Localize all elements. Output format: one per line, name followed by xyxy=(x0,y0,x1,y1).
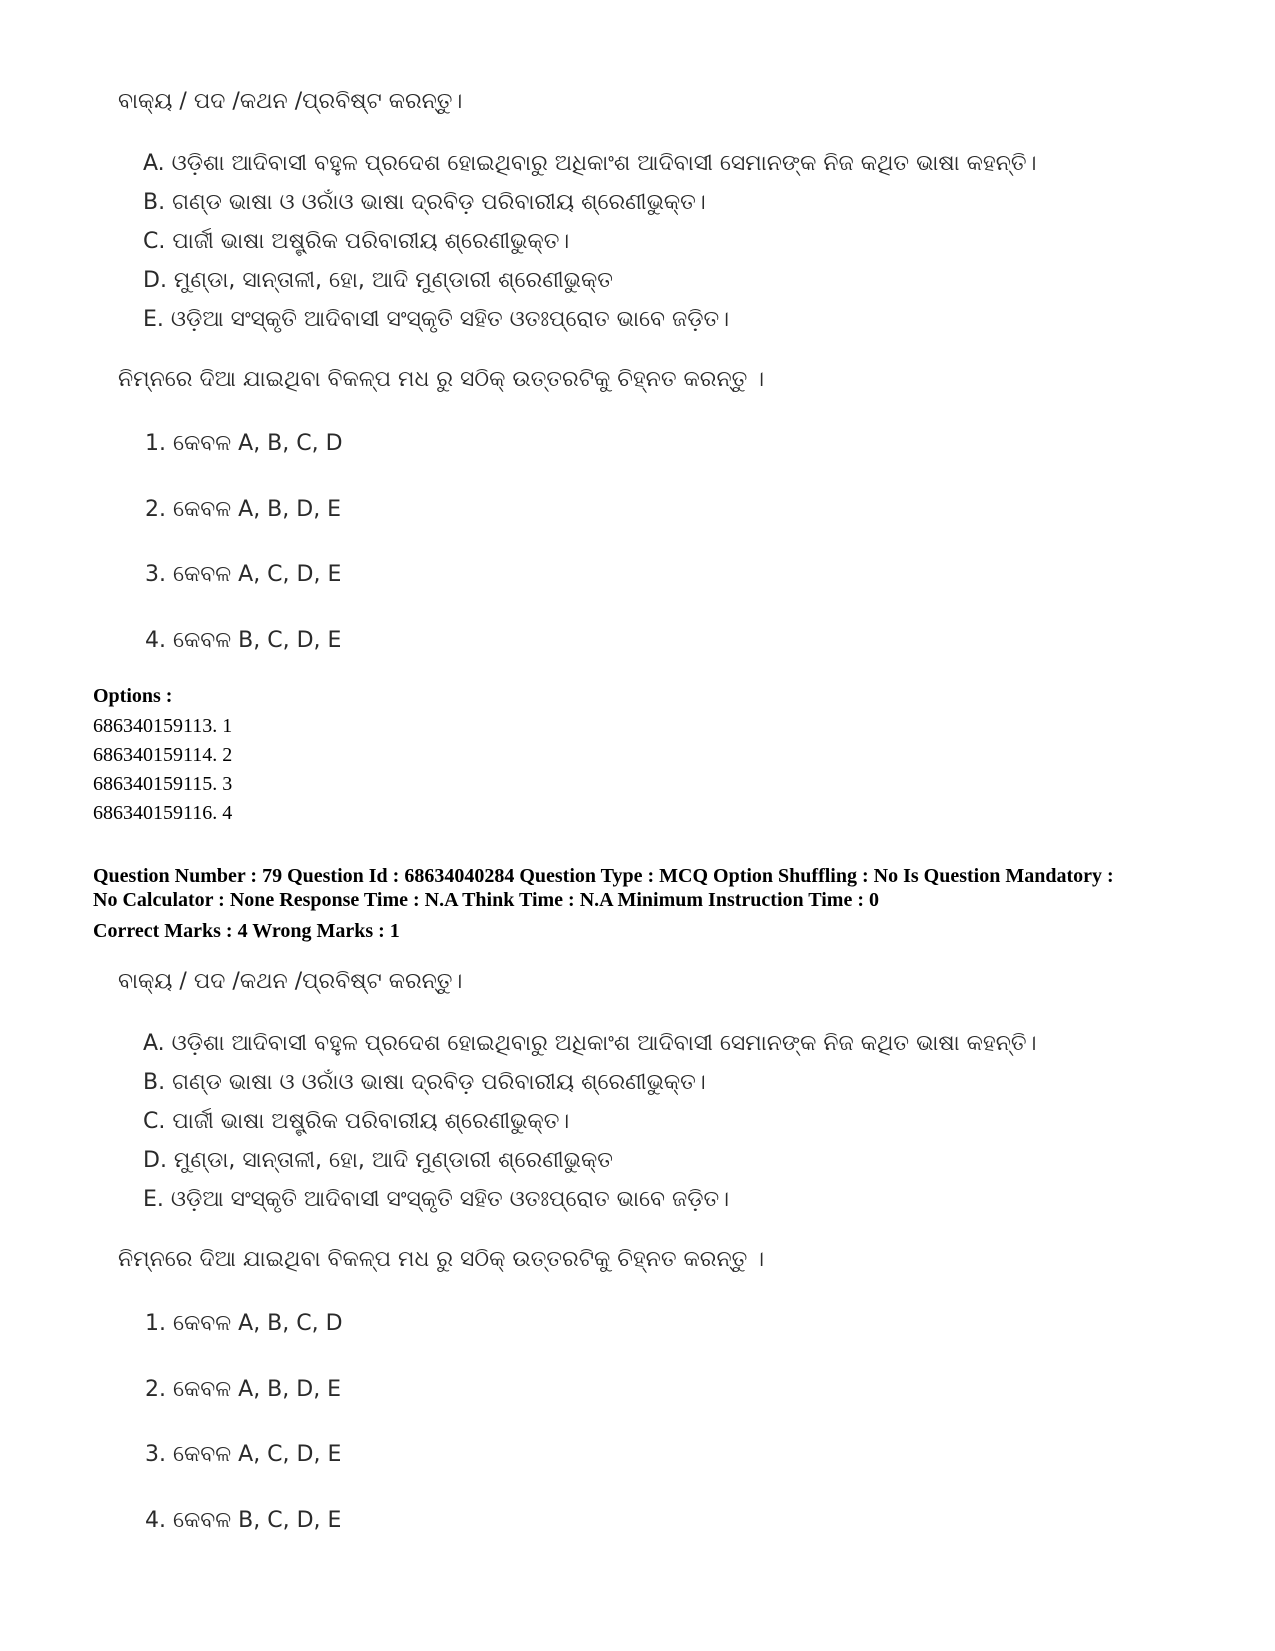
question-metadata xyxy=(93,864,1213,912)
statement-list xyxy=(143,144,1037,339)
choice-list xyxy=(145,430,343,692)
question-metadata-line-2: No Calculator : None Response Time : N.A Think Time : N.A Minimum Instruction Time : 0 xyxy=(93,889,879,911)
option-item: 686340159116. 4 xyxy=(93,802,233,824)
question-prompt: ନିମ୍ନରେ ଦିଆ ଯାଇଥିବା ବିକଳ୍ପ ମଧ ରୁ ସଠିକ୍ ଉତ୍ତରଟିକୁ ଚିହ୍ନତ କରନ୍ତୁ । xyxy=(118,1247,765,1272)
choice-4: 4. କେବଳ B, C, D, E xyxy=(145,627,342,653)
question-metadata-line-1: Question Number : 79 Question Id : 68634040284 Question Type : MCQ Option Shuffling : No Is Question Mandatory : xyxy=(93,865,1114,887)
choice-1: 1. କେବଳ A, B, C, D xyxy=(145,431,343,456)
statement-c: C. ପାର୍ଜୀ ଭାଷା ଅଷ୍ଟ୍ରିକ ପରିବାରୀୟ ଶ୍ରେଣୀଭୁକ୍ତ। xyxy=(143,1109,570,1134)
choice-3: 3. କେବଳ A, C, D, E xyxy=(145,562,342,587)
statement-b: B. ଗଣ୍ଡ ଭାଷା ଓ ଓରାଁଓ ଭାଷା ଦ୍ରବିଡ଼ ପରିବାରୀୟ ଶ୍ରେଣୀଭୁକ୍ତ। xyxy=(143,190,706,215)
question-instruction: ବାକ୍ୟ / ପଦ /କଥନ /ପ୍ରବିଷ୍ଟ କରନ୍ତୁ। xyxy=(118,89,463,114)
choice-2: 2. କେବଳ A, B, D, E xyxy=(145,1376,342,1402)
options-list xyxy=(93,712,232,828)
statement-d: D. ମୁଣ୍ଡା, ସାନ୍ତାଳୀ, ହୋ, ଆଦି ମୁଣ୍ଡାରୀ ଶ୍ରେଣୀଭୁକ୍ତ xyxy=(143,1148,613,1173)
question-marks: Correct Marks : 4 Wrong Marks : 1 xyxy=(93,920,400,942)
statement-e: E. ଓଡ଼ିଆ ସଂସ୍କୃତି ଆଦିବାସୀ ସଂସ୍କୃତି ସହିତ ଓତଃପ୍ରୋତ ଭାବେ ଜଡ଼ିତ। xyxy=(143,1187,730,1212)
choice-1: 1. କେବଳ A, B, C, D xyxy=(145,1311,343,1336)
question-prompt: ନିମ୍ନରେ ଦିଆ ଯାଇଥିବା ବିକଳ୍ପ ମଧ ରୁ ସଠିକ୍ ଉତ୍ତରଟିକୁ ଚିହ୍ନତ କରନ୍ତୁ । xyxy=(118,367,765,392)
statement-list xyxy=(143,1024,1037,1219)
options-heading: Options : xyxy=(93,685,173,707)
statement-d: D. ମୁଣ୍ଡା, ସାନ୍ତାଳୀ, ହୋ, ଆଦି ମୁଣ୍ଡାରୀ ଶ୍ରେଣୀଭୁକ୍ତ xyxy=(143,268,613,293)
statement-b: B. ଗଣ୍ଡ ଭାଷା ଓ ଓରାଁଓ ଭାଷା ଦ୍ରବିଡ଼ ପରିବାରୀୟ ଶ୍ରେଣୀଭୁକ୍ତ। xyxy=(143,1070,706,1095)
statement-a: A. ଓଡ଼ିଶା ଆଦିବାସୀ ବହୁଳ ପ୍ରଦେଶ ହୋଇଥିବାରୁ ଅଧିକାଂଶ ଆଦିବାସୀ ସେମାନଙ୍କ ନିଜ କଥିତ ଭାଷା କହନ୍ତି। xyxy=(143,1031,1037,1056)
option-item: 686340159114. 2 xyxy=(93,744,233,766)
choice-4: 4. କେବଳ B, C, D, E xyxy=(145,1507,342,1533)
choice-2: 2. କେବଳ A, B, D, E xyxy=(145,496,342,522)
statement-e: E. ଓଡ଼ିଆ ସଂସ୍କୃତି ଆଦିବାସୀ ସଂସ୍କୃତି ସହିତ ଓତଃପ୍ରୋତ ଭାବେ ଜଡ଼ିତ। xyxy=(143,307,730,332)
choice-3: 3. କେବଳ A, C, D, E xyxy=(145,1442,342,1467)
choice-list xyxy=(145,1310,343,1572)
option-item: 686340159115. 3 xyxy=(93,773,233,795)
statement-c: C. ପାର୍ଜୀ ଭାଷା ଅଷ୍ଟ୍ରିକ ପରିବାରୀୟ ଶ୍ରେଣୀଭୁକ୍ତ। xyxy=(143,229,570,254)
statement-a: A. ଓଡ଼ିଶା ଆଦିବାସୀ ବହୁଳ ପ୍ରଦେଶ ହୋଇଥିବାରୁ ଅଧିକାଂଶ ଆଦିବାସୀ ସେମାନଙ୍କ ନିଜ କଥିତ ଭାଷା କହନ୍ତି। xyxy=(143,151,1037,176)
option-item: 686340159113. 1 xyxy=(93,715,233,737)
question-instruction: ବାକ୍ୟ / ପଦ /କଥନ /ପ୍ରବିଷ୍ଟ କରନ୍ତୁ। xyxy=(118,969,463,994)
